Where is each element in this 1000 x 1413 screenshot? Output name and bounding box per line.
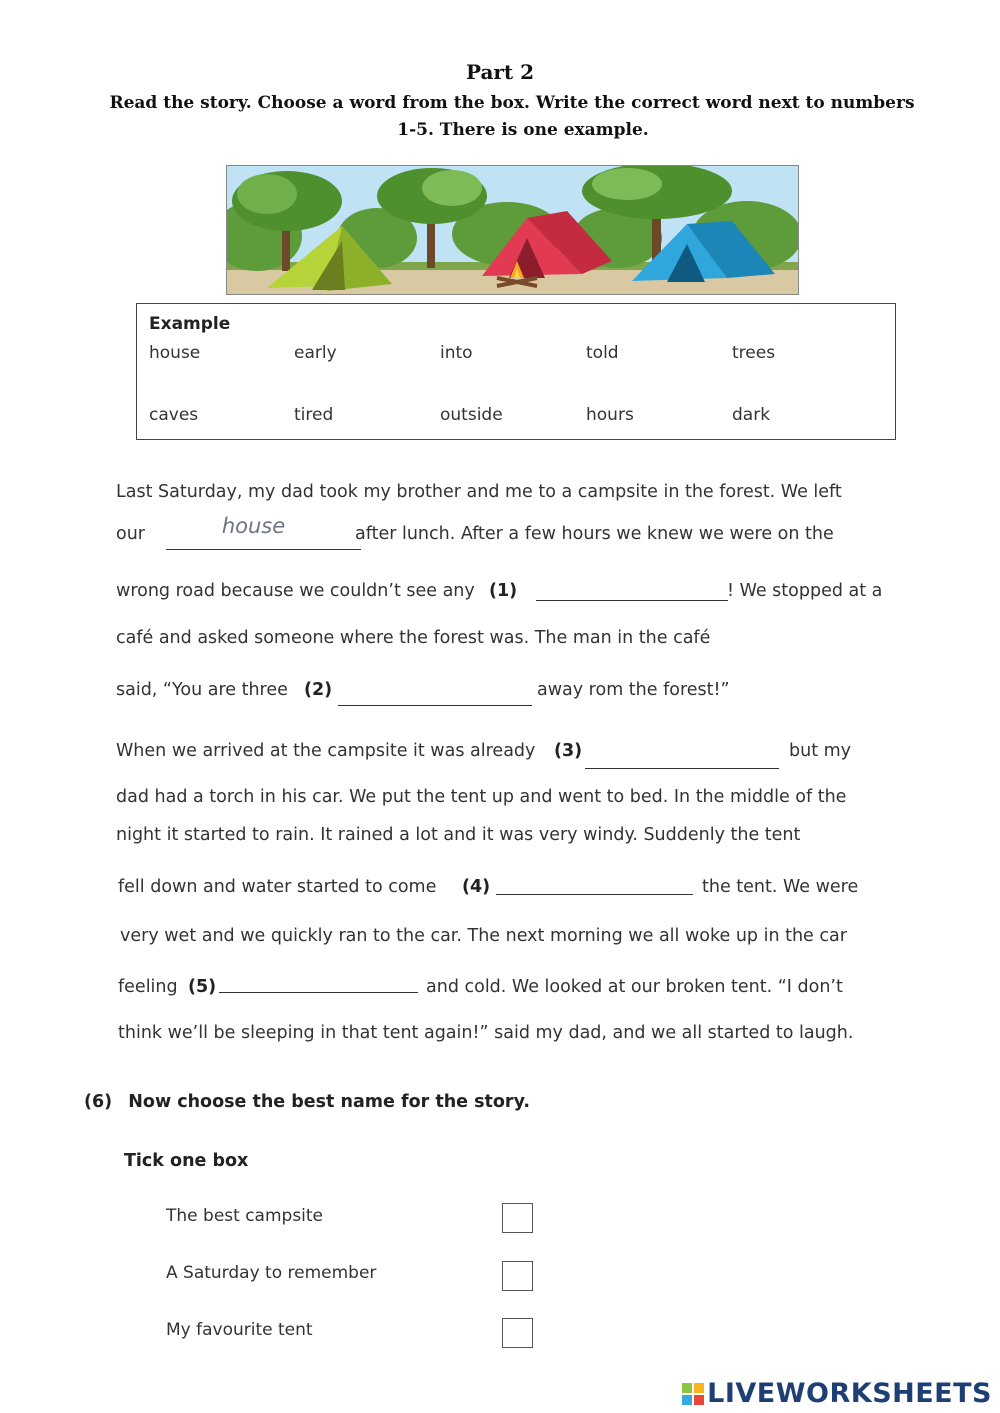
word-box-example-label: Example bbox=[149, 314, 231, 334]
story-line-5-start: said, “You are three bbox=[116, 680, 288, 700]
story-line-9-start: fell down and water started to come bbox=[118, 877, 437, 897]
example-blank-line bbox=[166, 549, 361, 550]
answer-input-4[interactable] bbox=[496, 870, 695, 896]
word-tired: tired bbox=[294, 405, 334, 425]
answer-line-5 bbox=[219, 992, 418, 993]
instruction-line-2: 1-5. There is one example. bbox=[397, 120, 649, 140]
answer-line-2 bbox=[338, 705, 532, 706]
liveworksheets-wordmark: LIVEWORKSHEETS bbox=[707, 1378, 992, 1409]
question-6 bbox=[84, 1092, 530, 1112]
option-checkbox-2[interactable] bbox=[502, 1261, 533, 1291]
page-title: Part 2 bbox=[465, 60, 535, 84]
word-outside: outside bbox=[440, 405, 503, 425]
option-label-2: A Saturday to remember bbox=[166, 1263, 377, 1283]
word-told: told bbox=[586, 343, 619, 363]
answer-line-3 bbox=[585, 768, 779, 769]
example-answer: house bbox=[221, 514, 286, 538]
option-checkbox-1[interactable] bbox=[502, 1203, 533, 1233]
blank-number-4: (4) bbox=[462, 877, 491, 897]
question-6-prompt: Now choose the best name for the story. bbox=[128, 1092, 531, 1112]
liveworksheets-brand bbox=[681, 1378, 992, 1409]
story-line-10: very wet and we quickly ran to the car. The next morning we all woke up in the car bbox=[120, 926, 847, 946]
option-label-1: The best campsite bbox=[166, 1206, 324, 1226]
word-hours: hours bbox=[586, 405, 634, 425]
answer-line-1 bbox=[536, 600, 728, 601]
tick-one-box-label: Tick one box bbox=[124, 1151, 249, 1171]
question-6-number: (6) bbox=[84, 1092, 113, 1112]
word-caves: caves bbox=[149, 405, 199, 425]
answer-input-3[interactable] bbox=[585, 743, 781, 769]
answer-input-1[interactable] bbox=[536, 576, 730, 602]
word-dark: dark bbox=[732, 405, 771, 425]
story-line-2-end: after lunch. After a few hours we knew we were on the bbox=[355, 524, 834, 544]
story-line-9-end: the tent. We were bbox=[702, 877, 859, 897]
story-line-12: think we’ll be sleeping in that tent again!” said my dad, and we all started to laugh. bbox=[118, 1023, 854, 1043]
story-line-1: Last Saturday, my dad took my brother and me to a campsite in the forest. We left bbox=[116, 482, 842, 502]
blank-number-5: (5) bbox=[188, 977, 217, 997]
word-into: into bbox=[440, 343, 473, 363]
story-line-8: night it started to rain. It rained a lot and it was very windy. Suddenly the tent bbox=[116, 825, 801, 845]
answer-line-4 bbox=[496, 894, 693, 895]
story-line-3-end: ! We stopped at a bbox=[727, 581, 883, 601]
word-trees: trees bbox=[732, 343, 776, 363]
story-line-11-end: and cold. We looked at our broken tent. “I don’t bbox=[426, 977, 843, 997]
liveworksheets-logo-icon bbox=[681, 1382, 705, 1406]
story-line-6-end: but my bbox=[789, 741, 852, 761]
story-line-3-start: wrong road because we couldn’t see any bbox=[116, 581, 475, 601]
campsite-illustration bbox=[226, 165, 799, 295]
story-line-7: dad had a torch in his car. We put the tent up and went to bed. In the middle of the bbox=[116, 787, 847, 807]
word-early: early bbox=[294, 343, 337, 363]
blank-number-3: (3) bbox=[554, 741, 583, 761]
instruction-line-1: Read the story. Choose a word from the box. Write the correct word next to numbers bbox=[109, 93, 915, 113]
blank-number-1: (1) bbox=[489, 581, 518, 601]
story-line-4: café and asked someone where the forest was. The man in the café bbox=[116, 628, 711, 648]
answer-input-5[interactable] bbox=[219, 968, 420, 994]
blank-number-2: (2) bbox=[304, 680, 333, 700]
story-line-2-start: our bbox=[116, 524, 145, 544]
story-line-5-end: away rom the forest!” bbox=[537, 680, 730, 700]
story-line-6-start: When we arrived at the campsite it was already bbox=[116, 741, 536, 761]
word-house: house bbox=[149, 343, 201, 363]
answer-input-2[interactable] bbox=[338, 680, 534, 706]
word-box bbox=[136, 303, 896, 440]
story-line-11-start: feeling bbox=[118, 977, 178, 997]
option-label-3: My favourite tent bbox=[166, 1320, 313, 1340]
option-checkbox-3[interactable] bbox=[502, 1318, 533, 1348]
